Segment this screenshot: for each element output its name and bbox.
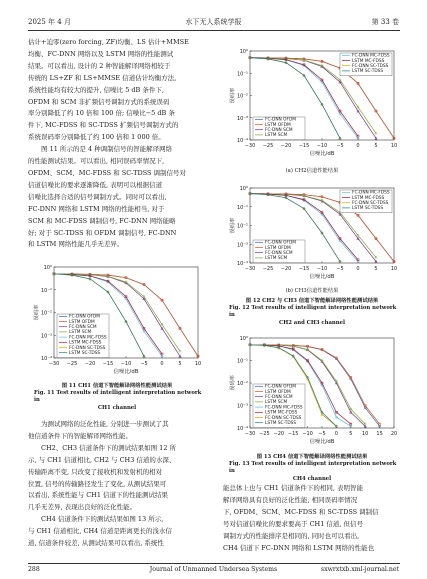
x-tick-label: 0: [160, 361, 164, 367]
fig12b-chart: [228, 183, 400, 287]
legend-label: LSTM OFDM: [265, 389, 291, 395]
y-tick-label: 10⁻⁴: [236, 138, 248, 144]
fig11-caption: [28, 383, 206, 412]
legend-label: LSTM SCM: [265, 256, 288, 262]
text-line: OFDM、SCM、MC-FDSS 和 SC-TDSS 调制信号对: [28, 168, 187, 177]
legend-label: FC-DNN SC-TDSS: [352, 64, 389, 69]
legend-label: FC-DNN MC-FDSS: [69, 335, 107, 341]
x-tick-label: −25: [262, 266, 274, 272]
x-tick-label: −5: [140, 361, 148, 367]
legend-label: FC-DNN MC-FDSS: [352, 190, 390, 196]
legend-label: LSTM MC-FDSS: [352, 195, 385, 201]
legend-label: FC-DNN SCM: [265, 251, 293, 256]
text-line: 示, 与 CH1 信道相比, CH2 与 CH3 信道的水深、: [28, 455, 176, 464]
header-rule: [28, 30, 400, 31]
legend-label: FC-DNN SC-TDSS: [69, 345, 106, 351]
fig12-caption: [223, 298, 401, 327]
y-tick-label: 10⁻⁴: [40, 356, 52, 362]
x-tick-label: 0: [356, 143, 360, 149]
y-axis-label: 误码率: [230, 375, 236, 391]
x-tick-label: 5: [178, 361, 182, 367]
text-line: 信噪比选择合适的信号调制方式。同时可以看出,: [28, 192, 167, 201]
y-tick-label: 10⁻³: [40, 333, 52, 340]
y-tick-label: 10⁰: [239, 49, 248, 55]
legend-label: LSTM SCM: [265, 400, 288, 406]
legend-label: FC-DNN OFDM: [265, 384, 296, 390]
fig13-caption-en1: Fig. 13 Test results of intelligent interpretation network in: [229, 461, 397, 475]
x-tick-label: −5: [336, 143, 344, 149]
text-line: 道, 信道条件较差, 从测试结果可以看出, 系统性: [28, 539, 164, 548]
fig12b-subcaption-text: (b) CH3信道性能结果: [285, 288, 339, 294]
header-left: 2025 年 4 月: [28, 18, 71, 26]
text-line: 调制方式的性能排序是相同的, 同时也可以看出,: [223, 531, 360, 540]
footer-site: sxwrxtxb.xml-journal.net: [320, 566, 399, 573]
legend-label: FC-DNN SCM: [265, 128, 293, 133]
legend-label: LSTM SC-TDSS: [352, 69, 384, 75]
legend-label: FC-DNN SCM: [69, 325, 97, 330]
text-line: 结果。可以看出, 设计的 2 种智能解译网络相较于: [28, 61, 171, 70]
text-line: 解译网络具有良好的泛化性能, 相同误码率情况: [223, 495, 358, 504]
x-tick-label: 10: [390, 143, 398, 149]
text-line: SCM 和 MC-FDSS 调制信号, FC-DNN 网络能略: [28, 216, 176, 225]
x-axis-label: 信噪比/dB: [309, 151, 335, 157]
y-tick-label: 10⁻¹: [236, 358, 248, 365]
footer-page: 288: [28, 566, 40, 573]
legend-label: LSTM SC-TDSS: [265, 421, 297, 426]
fig11-caption-en1: Fig. 11 Test results of intelligent interpretation network in: [34, 390, 202, 404]
x-tick-label: 10: [362, 431, 369, 437]
fig11-caption-en2: CH1 channel: [97, 404, 137, 411]
y-axis-label: 误码率: [230, 87, 236, 104]
x-tick-label: −15: [298, 143, 310, 149]
fig12a-subcaption: [223, 168, 401, 175]
y-tick-label: 10⁰: [239, 186, 248, 192]
y-tick-label: 10⁻⁴: [236, 426, 248, 432]
x-tick-label: −10: [120, 361, 132, 367]
y-tick-label: 10⁻³: [236, 403, 248, 410]
legend-label: FC-DNN SC-TDSS: [352, 201, 389, 206]
legend-label: LSTM OFDM: [265, 245, 291, 251]
x-tick-label: −20: [280, 143, 292, 149]
y-tick-label: 10⁻¹: [40, 287, 52, 294]
x-tick-label: −30: [48, 361, 60, 367]
text-line: 为测试网络的泛化性能, 分别进一步测试了其: [41, 420, 169, 428]
x-tick-label: 5: [374, 266, 378, 272]
y-tick-label: 10⁻³: [236, 242, 248, 249]
text-line: 图 11 所示的是 4 种调制信号的智能解译网络: [41, 145, 173, 154]
x-tick-label: −15: [102, 361, 114, 367]
text-line: 几乎无差异, 表现出良好的泛化性能。: [28, 503, 137, 512]
x-tick-label: 5: [349, 431, 353, 437]
x-tick-label: −10: [316, 266, 328, 272]
x-tick-label: 0: [356, 266, 360, 272]
text-line: 信道信噪比的要求逐渐降低, 表明可以根据信道: [28, 180, 163, 189]
text-line: 能总体上也与 CH1 信道条件下的相同, 表明智能: [223, 484, 364, 492]
legend-label: LSTM MC-FDSS: [265, 410, 298, 416]
left-column-text-top: [28, 37, 206, 251]
text-line: 系统性能均有较大的提升, 信噪比 5 dB 条件下,: [28, 85, 164, 94]
legend-label: FC-DNN MC-FDSS: [265, 405, 303, 411]
x-tick-label: 5: [374, 143, 378, 149]
x-axis-label: 信噪比/dB: [309, 274, 335, 280]
x-tick-label: −5: [336, 266, 344, 272]
text-line: 下, OFDM、SCM、MC-FDSS 和 SC-TDSS 调制信: [223, 507, 379, 516]
text-line: 传统的 LS+ZF 和 LS+MMSE 信道估计均衡方法,: [28, 73, 177, 82]
x-axis-label: 信噪比/dB: [309, 439, 335, 445]
fig12a-subcaption-text: (a) CH2信道性能结果: [285, 168, 339, 174]
legend-label: FC-DNN OFDM: [69, 314, 100, 320]
y-axis-label: 误码率: [230, 217, 236, 234]
text-line: 他信道条件下的智能解译网络性能。: [28, 431, 132, 440]
text-line: FC-DNN 网络和 LSTM 网络的性能相当, 对于: [28, 204, 165, 213]
y-tick-label: 10⁰: [43, 265, 52, 271]
y-tick-label: 10⁻⁴: [236, 261, 248, 267]
y-tick-label: 10⁰: [239, 336, 248, 342]
y-tick-label: 10⁻²: [40, 310, 52, 317]
text-line: 与 CH1 信道相比, CH4 信道是距离更长的浅水信: [28, 527, 172, 536]
header-center: 水下无人系统学报: [185, 18, 242, 26]
x-axis-label: 信噪比/dB: [113, 369, 139, 375]
legend-label: LSTM SC-TDSS: [352, 206, 384, 212]
fig12a-chart: [228, 46, 400, 164]
legend-label: FC-DNN SC-TDSS: [265, 415, 302, 421]
y-tick-label: 10⁻²: [236, 93, 248, 100]
footer-rule: [28, 563, 400, 564]
x-tick-label: −5: [318, 431, 326, 437]
y-tick-label: 10⁻²: [236, 223, 248, 230]
text-line: 和 LSTM 网络性能几乎无差异。: [28, 240, 124, 249]
fig13-caption-cn: 图 13 CH4 信道下智能解译网络性能测试结果: [256, 454, 368, 460]
legend-label: LSTM SC-TDSS: [69, 351, 101, 356]
text-line: CH2、CH3 信道条件下的测试结果如图 12 所: [41, 443, 177, 452]
fig12-caption-en2: CH2 and CH3 channel: [279, 319, 345, 326]
x-tick-label: 0: [334, 431, 338, 437]
text-line: CH4 信道下 FC-DNN 网络和 LSTM 网络的性能也: [223, 543, 375, 552]
legend-label: LSTM MC-FDSS: [352, 58, 385, 64]
x-tick-label: −20: [280, 266, 292, 272]
text-line: 率分别降低了约 10 倍和 100 倍; 信噪比−5 dB 条: [28, 109, 175, 118]
fig12-caption-en1: Fig. 12 Test results of intelligent interpretation network in: [229, 305, 397, 319]
footer-journal: Journal of Unmanned Undersea Systems: [149, 566, 278, 573]
legend-label: LSTM SCM: [265, 133, 288, 139]
text-line: 的性能测试结果。可以看出, 相同误码率情况下,: [28, 157, 165, 166]
legend-label: LSTM MC-FDSS: [69, 340, 102, 346]
text-line: 位置, 信号的传输路径发生了变化, 从测试结果可: [28, 479, 167, 488]
text-line: CH4 信道条件下的测试结果如图 13 所示,: [41, 515, 164, 524]
x-tick-label: 20: [390, 431, 398, 437]
header-right: 第 33 卷: [371, 18, 399, 26]
text-line: 号对信道信噪比的要求要高于 CH1 信道, 但信号: [223, 519, 364, 528]
fig11-chart: [32, 262, 204, 382]
x-tick-label: 10: [390, 266, 398, 272]
text-line: 件下, MC-FDSS 和 SC-TDSS 扩频信号调制方式的: [28, 121, 179, 130]
x-tick-label: 10: [194, 361, 202, 367]
legend-label: FC-DNN OFDM: [265, 240, 296, 246]
fig13-chart: [228, 333, 400, 452]
fig13-caption: [223, 454, 401, 483]
text-line: 估计+迫零(zero forcing, ZF)均衡、LS 估计+MMSE: [28, 38, 189, 46]
legend-label: FC-DNN SCM: [265, 395, 293, 400]
text-line: OFDM 和 SCM 非扩频信号调制方式的系统误码: [28, 97, 170, 106]
right-column-text-bottom: [223, 483, 401, 554]
left-column-text-bottom: [28, 419, 206, 550]
y-tick-label: 10⁻¹: [236, 71, 248, 78]
y-tick-label: 10⁻²: [236, 381, 248, 387]
x-tick-label: −25: [262, 143, 274, 149]
legend-label: LSTM OFDM: [69, 319, 95, 325]
x-tick-label: −10: [302, 431, 313, 437]
fig11-caption-cn: 图 11 CH1 信道下智能解译网络性能测试结果: [61, 383, 173, 389]
x-tick-label: −10: [316, 143, 328, 149]
legend-label: LSTM SCM: [69, 330, 92, 336]
x-tick-label: −15: [298, 266, 310, 272]
legend-label: FC-DNN OFDM: [265, 117, 296, 123]
y-tick-label: 10⁻¹: [236, 204, 248, 211]
x-tick-label: −25: [259, 431, 270, 437]
legend-label: LSTM OFDM: [265, 122, 291, 128]
x-tick-label: −20: [273, 431, 285, 437]
x-tick-label: 15: [376, 431, 383, 437]
x-tick-label: −25: [66, 361, 78, 367]
text-line: 系统误码率分别降低了约 100 倍和 1 000 倍。: [28, 133, 165, 142]
fig13-caption-en2: CH4 channel: [292, 475, 332, 482]
fig12b-subcaption: [223, 288, 401, 295]
text-line: 以看出, 系统性能与 CH1 信道下的性能测试结果: [28, 491, 169, 500]
x-tick-label: −30: [244, 143, 256, 149]
x-tick-label: −30: [244, 266, 256, 272]
text-line: 传输距离不变, 只改变了接收机和发射机的相对: [28, 467, 163, 476]
x-tick-label: −30: [244, 431, 256, 437]
text-line: 均衡、FC-DNN 网络以及 LSTM 网络的性能测试: [28, 49, 174, 58]
x-tick-label: −15: [287, 431, 299, 437]
legend-label: FC-DNN MC-FDSS: [352, 53, 390, 59]
y-axis-label: 误码率: [34, 304, 40, 321]
text-line: 好; 对于 SC-TDSS 和 OFDM 调制信号, FC-DNN: [28, 228, 177, 237]
fig12-caption-cn: 图 12 CH2 与 CH3 信道下智能解译网络性能测试结果: [245, 298, 379, 304]
y-tick-label: 10⁻³: [236, 115, 248, 122]
x-tick-label: −20: [84, 361, 96, 367]
